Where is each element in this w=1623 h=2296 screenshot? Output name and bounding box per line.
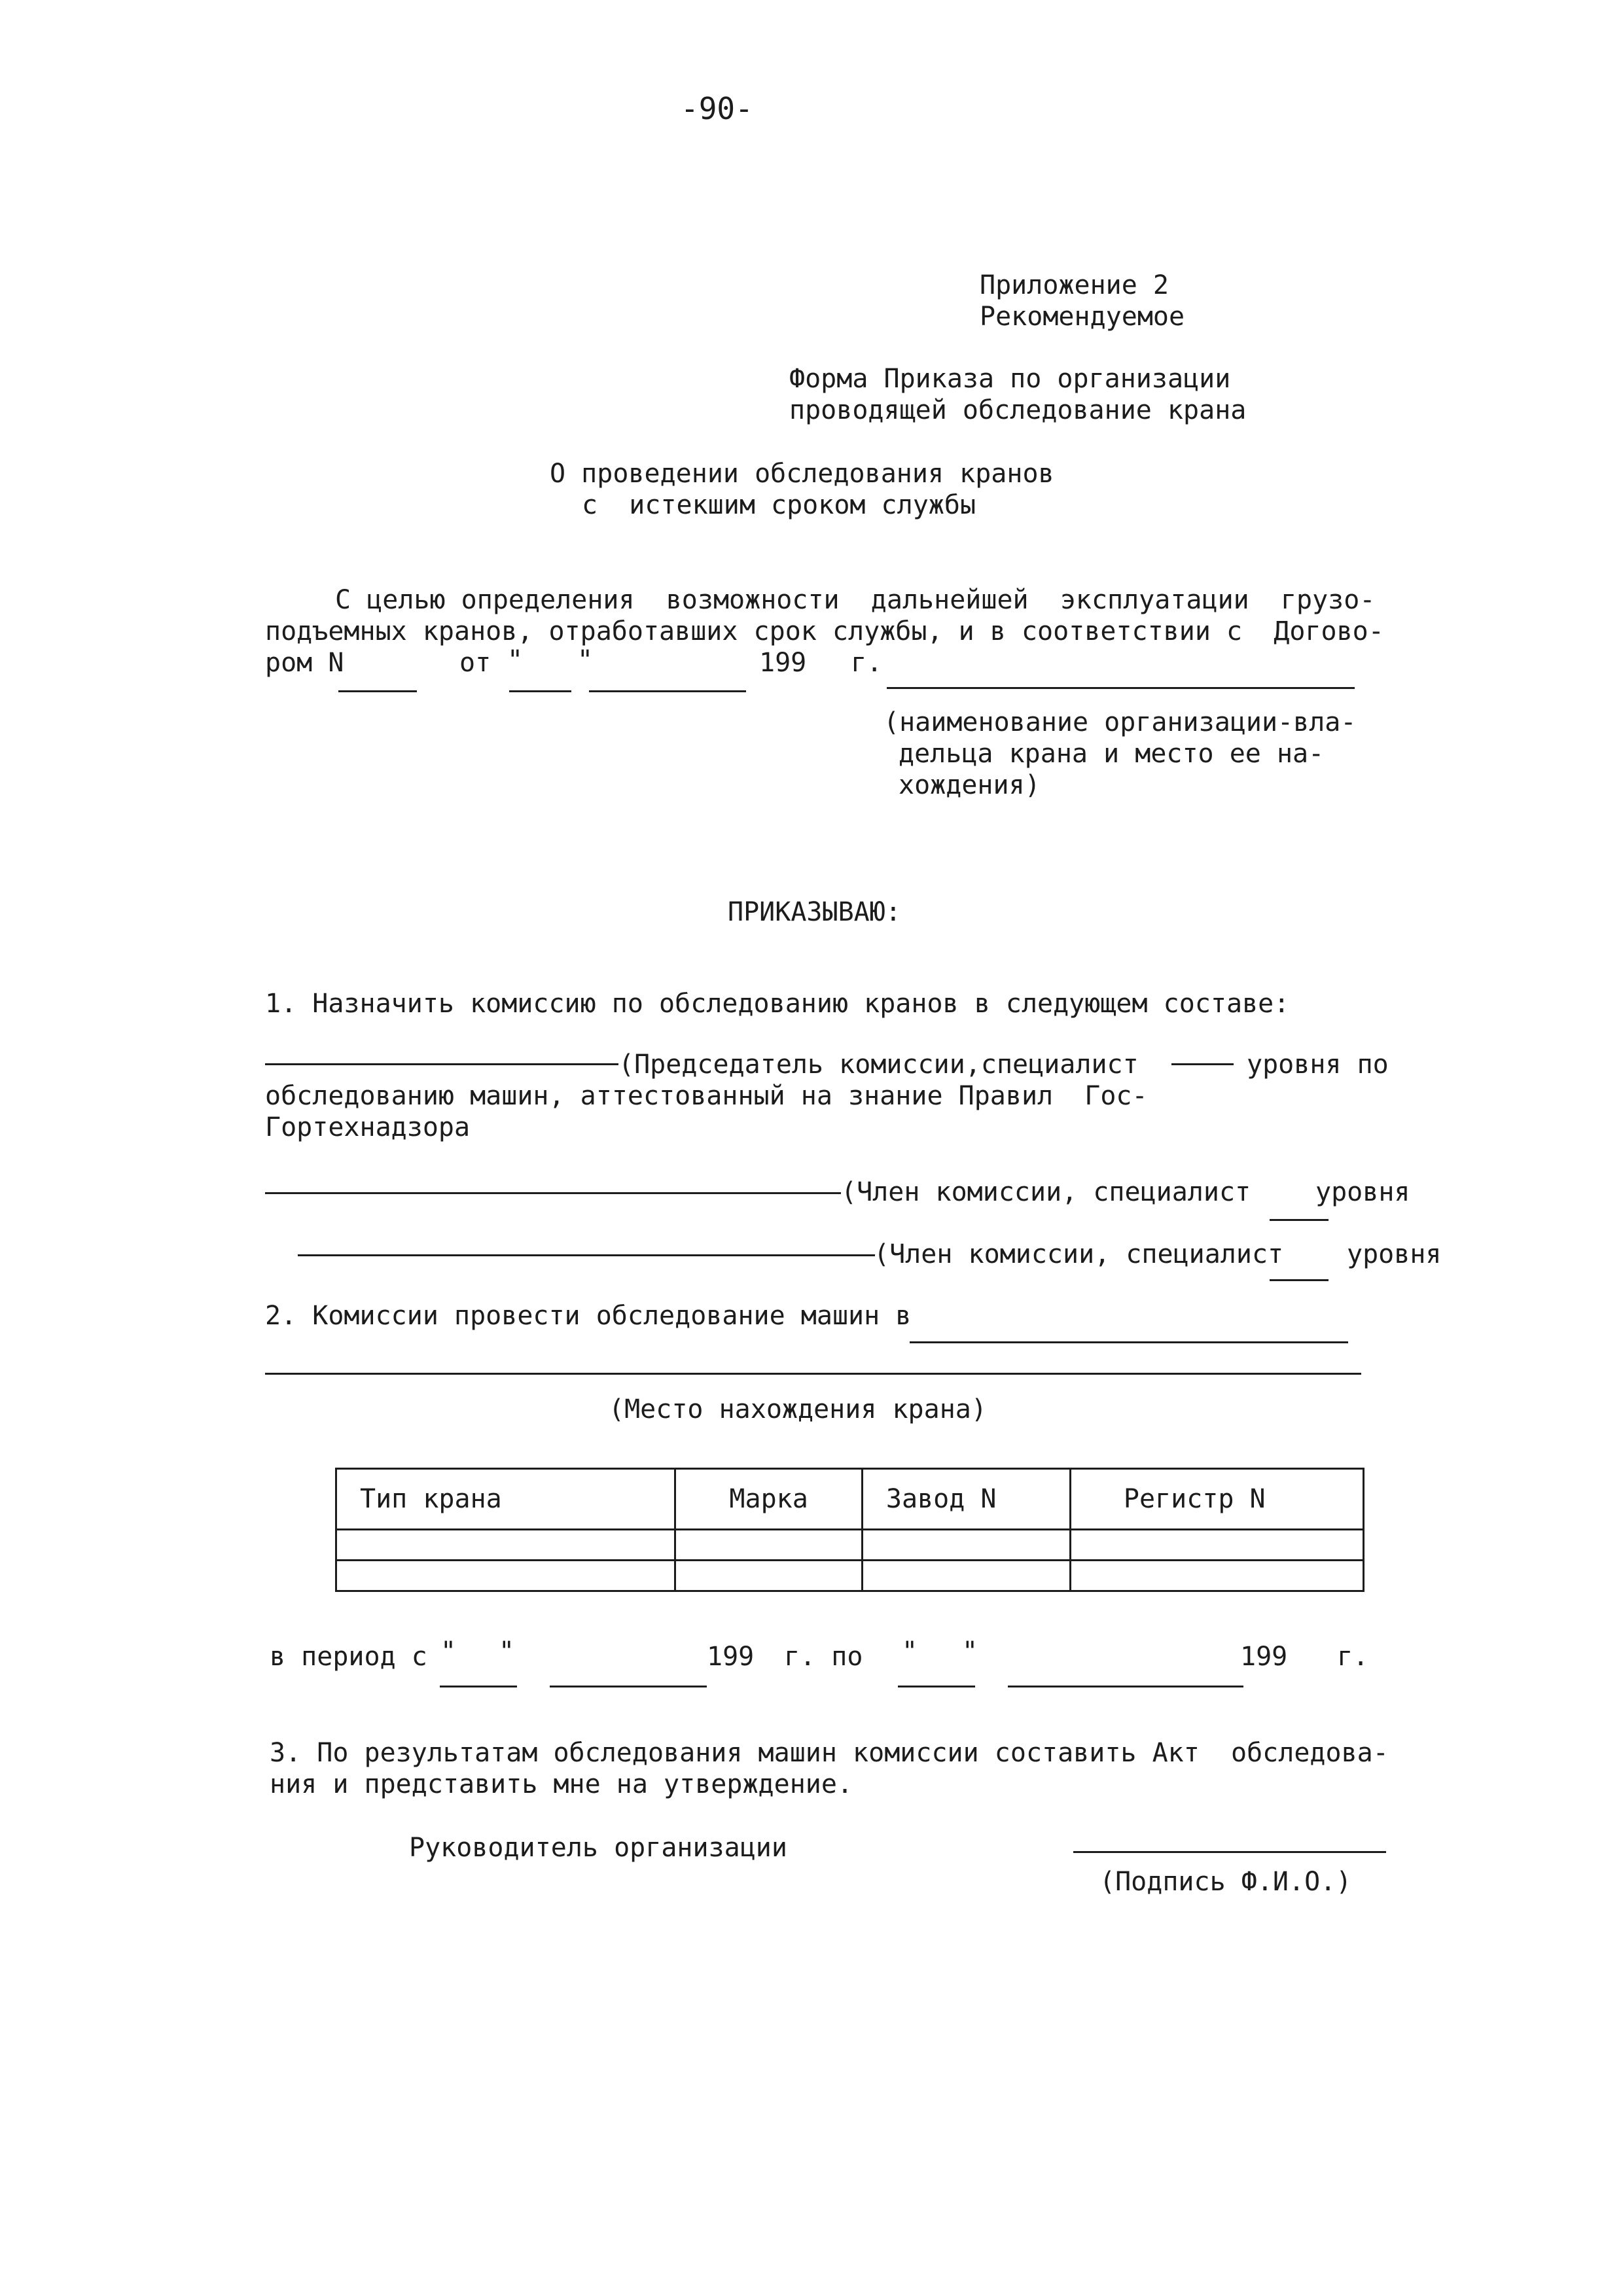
table-header-factory-number: Завод N bbox=[862, 1469, 1070, 1530]
period-quote-4: " bbox=[962, 1636, 978, 1667]
period-quote-3: " bbox=[902, 1636, 918, 1667]
table-cell bbox=[336, 1530, 675, 1561]
member2-name-blank bbox=[298, 1254, 875, 1256]
table-header-type: Тип крана bbox=[336, 1469, 675, 1530]
table-header-register-number: Регистр N bbox=[1070, 1469, 1363, 1530]
chairman-line2: обследованию машин, аттестованный на знание Правил Гос- bbox=[265, 1081, 1148, 1111]
member2-level-label: уровня bbox=[1347, 1239, 1442, 1269]
table-cell bbox=[336, 1561, 675, 1591]
intro-line2: подъемных кранов, отработавших срок службы, и в соответствии с Догово- bbox=[265, 616, 1384, 646]
member2-level-blank bbox=[1270, 1279, 1329, 1281]
member1-name-blank bbox=[265, 1192, 841, 1194]
appendix-status: Рекомендуемое bbox=[980, 302, 1185, 332]
place-caption: (Место нахождения крана) bbox=[609, 1394, 987, 1424]
member1-level-label: уровня bbox=[1315, 1177, 1410, 1207]
owner-note-line3: хождения) bbox=[899, 770, 1041, 800]
contract-month-blank bbox=[589, 690, 746, 692]
table-cell bbox=[1070, 1530, 1363, 1561]
item3-line1: 3. По результатам обследования машин комиссии составить Акт обследова- bbox=[270, 1738, 1389, 1768]
page-number: -90- bbox=[681, 91, 753, 126]
item3-line2: ния и представить мне на утверждение. bbox=[270, 1769, 853, 1799]
intro-quote-open: " bbox=[507, 645, 524, 675]
chairman-role: (Председатель комиссии,специалист bbox=[618, 1050, 1139, 1080]
appendix-label: Приложение 2 bbox=[980, 270, 1169, 300]
table-cell bbox=[675, 1530, 863, 1561]
intro-line3-from: от bbox=[459, 648, 491, 678]
period-quote-2: " bbox=[499, 1636, 515, 1667]
intro-year-suffix: г. bbox=[851, 648, 883, 678]
table-row bbox=[336, 1530, 1364, 1561]
period-end-month-blank bbox=[1008, 1686, 1243, 1687]
member1-level-blank bbox=[1270, 1219, 1329, 1221]
period-quote-1: " bbox=[440, 1636, 457, 1667]
period-year-2: 199 bbox=[1240, 1642, 1288, 1672]
owner-organization-blank bbox=[887, 687, 1355, 689]
subject-line1: О проведении обследования кранов bbox=[550, 459, 1054, 489]
owner-note-line1: (наименование организации-вла- bbox=[883, 707, 1357, 737]
inspection-place-blank-1 bbox=[910, 1341, 1348, 1343]
signature-blank bbox=[1073, 1851, 1386, 1853]
intro-year: 199 bbox=[759, 648, 807, 678]
period-year-suffix: г. bbox=[1337, 1642, 1369, 1672]
chairman-line3: Гортехнадзора bbox=[265, 1112, 471, 1142]
period-end-day-blank bbox=[898, 1686, 975, 1687]
signature-caption: (Подпись Ф.И.О.) bbox=[1099, 1867, 1352, 1897]
table-cell bbox=[1070, 1561, 1363, 1591]
period-year-1: 199 bbox=[707, 1642, 755, 1672]
owner-note-line2: дельца крана и место ее на- bbox=[899, 739, 1325, 769]
period-to: г. по bbox=[784, 1642, 863, 1672]
table-header-row bbox=[336, 1469, 1364, 1530]
table-cell bbox=[862, 1561, 1070, 1591]
item1-text: 1. Назначить комиссию по обследованию кранов в следующем составе: bbox=[265, 989, 1290, 1019]
table-cell bbox=[862, 1530, 1070, 1561]
contract-number-blank bbox=[338, 690, 417, 692]
signature-role: Руководитель организации bbox=[409, 1833, 787, 1863]
form-title-line2: проводящей обследование крана bbox=[789, 395, 1247, 425]
chairman-level-label: уровня по bbox=[1247, 1050, 1389, 1080]
period-prefix: в период с bbox=[270, 1642, 427, 1672]
chairman-name-blank bbox=[265, 1063, 618, 1065]
period-start-day-blank bbox=[440, 1686, 517, 1687]
crane-table bbox=[335, 1468, 1364, 1592]
period-start-month-blank bbox=[550, 1686, 707, 1687]
table-cell bbox=[675, 1561, 863, 1591]
intro-line3-contract: ром N bbox=[265, 648, 344, 678]
table-header-brand: Марка bbox=[675, 1469, 863, 1530]
subject-line2: с истекшим сроком службы bbox=[582, 490, 976, 520]
intro-quote-close: " bbox=[577, 645, 594, 675]
table-row bbox=[336, 1561, 1364, 1591]
form-title-line1: Форма Приказа по организации bbox=[789, 364, 1231, 394]
member2-role: (Член комиссии, специалист bbox=[874, 1239, 1284, 1269]
item2-text: 2. Комиссии провести обследование машин в bbox=[265, 1301, 912, 1331]
chairman-level-blank bbox=[1171, 1063, 1234, 1065]
order-word: ПРИКАЗЫВАЮ: bbox=[728, 897, 901, 927]
contract-day-blank bbox=[509, 690, 571, 692]
member1-role: (Член комиссии, специалист bbox=[841, 1177, 1251, 1207]
inspection-place-blank-2 bbox=[265, 1373, 1361, 1375]
intro-line1: С целью определения возможности дальнейшей эксплуатации грузо- bbox=[335, 585, 1376, 615]
